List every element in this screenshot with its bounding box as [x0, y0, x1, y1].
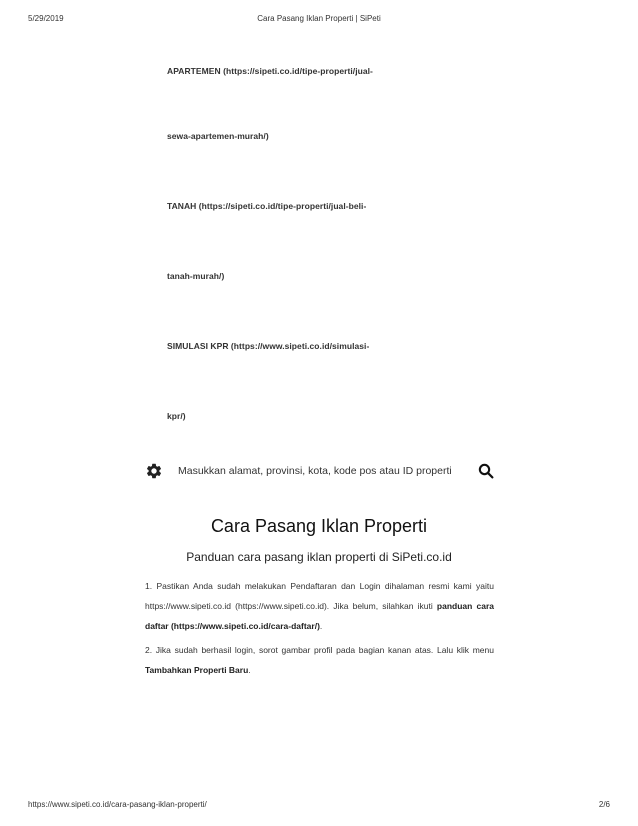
print-url: https://www.sipeti.co.id/cara-pasang-iklan-properti/ [28, 800, 207, 809]
page-title: Cara Pasang Iklan Properti [210, 516, 428, 536]
print-header [0, 14, 638, 28]
print-date: 5/29/2019 [28, 14, 64, 23]
search-input[interactable] [178, 463, 468, 479]
step-2-paragraph [145, 640, 494, 680]
print-footer [0, 800, 638, 814]
gear-icon[interactable] [145, 462, 163, 480]
step-2-text: 2. Jika sudah berhasil login, sorot gambar profil pada bagian kanan atas. Lalu klik menu [145, 645, 494, 655]
step-1-text: 1. Pastikan Anda sudah melakukan Pendaftaran dan Login dihalaman resmi kami yaitu https://www.sipeti.co.id (https://www.sipeti.co.id). Jika belum, silahkan ikuti [145, 581, 494, 611]
register-guide-link[interactable]: panduan cara daftar (https://www.sipeti.co.id/cara-daftar/) [145, 601, 494, 631]
menu-link-simulasi-kpr-cont[interactable]: kpr/) [167, 411, 186, 421]
print-page-number: 2/6 [598, 800, 610, 809]
menu-link-apartemen-cont[interactable]: sewa-apartemen-murah/) [167, 131, 269, 141]
menu-link-apartemen[interactable]: APARTEMEN (https://sipeti.co.id/tipe-properti/jual- [167, 66, 373, 76]
step-1-end: . [319, 621, 323, 631]
page-subtitle: Panduan cara pasang iklan properti di SiPeti.co.id [186, 550, 452, 564]
search-bar [145, 460, 495, 482]
step-2-end: . [248, 665, 251, 675]
print-page-title: Cara Pasang Iklan Properti | SiPeti [257, 14, 381, 23]
menu-link-tanah-cont[interactable]: tanah-murah/) [167, 271, 225, 281]
menu-link-simulasi-kpr[interactable]: SIMULASI KPR (https://www.sipeti.co.id/simulasi- [167, 341, 370, 351]
search-icon[interactable] [477, 462, 495, 480]
add-property-menu-label: Tambahkan Properti Baru [145, 665, 249, 675]
step-1-paragraph [145, 576, 494, 636]
menu-link-tanah[interactable]: TANAH (https://sipeti.co.id/tipe-properti/jual-beli- [167, 201, 367, 211]
